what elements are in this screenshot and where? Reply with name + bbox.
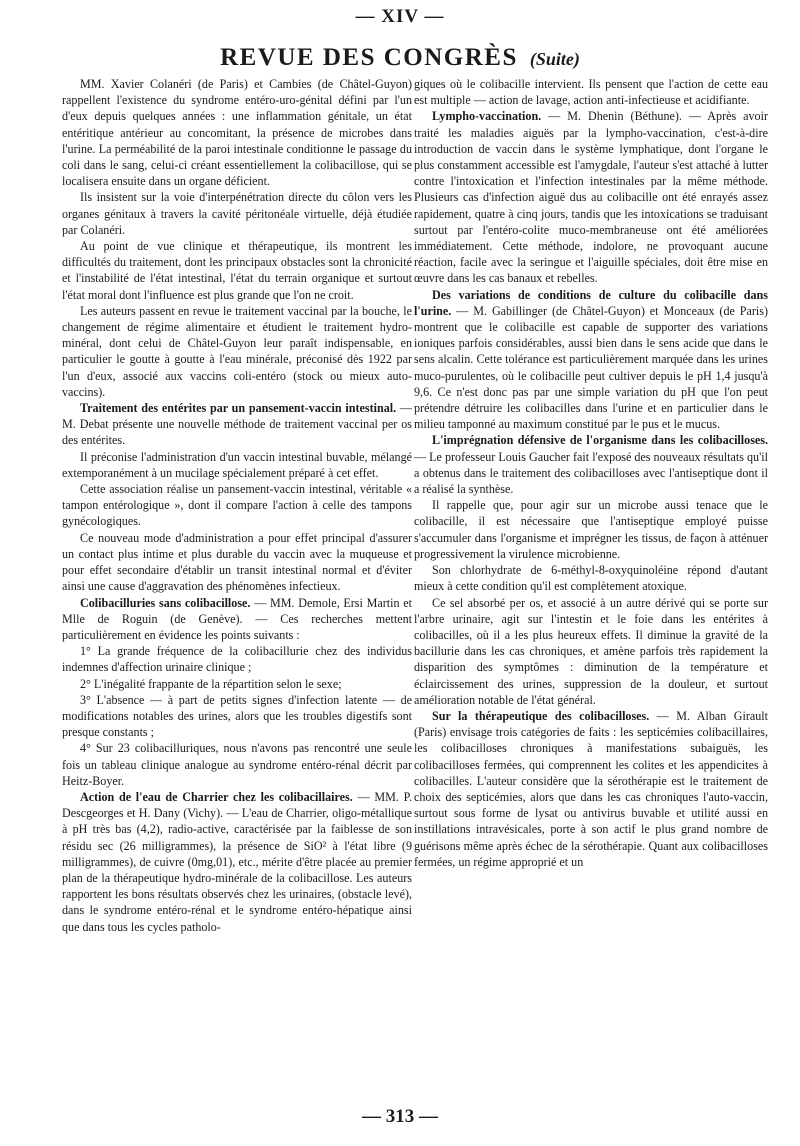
list-item: 2° L'inégalité frappante de la répartition selon le sexe; [80,676,342,691]
paragraph: MM. Xavier Colanéri (de Paris) et Cambies (de Châtel-Guyon) rappellent l'existence du syndrome entéro-uro-génital défini par l'un d'eux depuis quelques années : une inflammation génitale, un état entéritique antérieur au concomitant, la présence de microbes dans l'urine. La perméabilité de la paroi intestinale conditionne le passage du coli dans le sang, celui-ci créant essentiellement la colibacillose, qui se localisera ensuite dans un organe déficient. [62,77,412,189]
section-paragraph [62,400,412,449]
section-text: — M. Dhenin (Béthune). — Après avoir traité les maladies aiguës par la lympho-vaccination, c'est-à-dire introduction de vaccin dans le système lymphatique, dont l'organe le plus constamment accessible est l'amygdale, l'auteur s'est attaché à lutter contre l'intoxication et l'infection intestinales par la même méthode. Plusieurs cas d'infection aiguë dus au colibacille ont été enrayés assez rapidement, quatre à cinq jours, tandis que les intoxications se traduisant surtout par l'entéro-colite muco-membraneuse ont été améliorées immédiatement. Cette méthode, indolore, ne provoquant aucune réaction, facile avec la seringue et l'aiguille spéciales, doit être mise en œuvre dans les cas banaux et rebelles. [414,109,768,286]
section-paragraph [414,708,768,870]
paragraph: Son chlorhydrate de 6-méthyl-8-oxyquinoléine répond d'autant mieux à cette condition qu'il est complètement atoxique. [414,563,768,594]
section-text: — M. Debat présente une nouvelle méthode de traitement vaccinal per os des entérites. [62,401,412,448]
section-paragraph [414,287,768,433]
paragraph: Au point de vue clinique et thérapeutique, ils montrent les difficultés du traitement, dont les principaux obstacles sont la chronicité et l'instabilité de l'état intestinal, l'état du terrain organique et surtout l'état moral dont l'influence est plus grande que l'on ne croit. [62,239,412,302]
section-paragraph [414,108,768,286]
roman-page-number: — XIV — [355,6,445,27]
paragraph: Les auteurs passent en revue le traitement vaccinal par la bouche, le changement de régime alimentaire et étudient le traitement hydro-minéral, dont celui de Châtel-Guyon leur paraît indispensable, en particulier le goutte à goutte à l'eau minérale, préconisé dès 1922 par l'un d'eux, associé aux vaccins coli-entéro (stock ou mieux auto-vaccins). [62,303,412,399]
section-paragraph [62,595,412,644]
list-item: 1° La grande fréquence de la colibacillurie chez des individus indemnes d'affection urinaire clinique ; [62,644,412,675]
section-heading: Traitement des entérites par un pansement-vaccin intestinal. [80,401,397,416]
section-paragraph [414,432,768,497]
title-suite: (Suite) [529,49,580,69]
section-heading: Des variations de conditions de culture du colibacille dans l'urine. [414,287,768,318]
paragraph: Il préconise l'administration d'un vaccin intestinal buvable, mélangé extemporanément à un mucilage spécialement préparé à cet effet. [62,449,412,480]
section-text: — MM. Demole, Ersi Martin et Mlle de Roguin (de Genève). — Ces recherches mettent particulièrement en évidence les points suivants : [62,595,412,642]
section-text: — M. Alban Girault (Paris) envisage trois catégories de faits : les septicémies colibacillaires, les colibacilloses chroniques à manifestations subaiguës, les colibacilloses fermées, qui comprennent les colites et les appendicites à colibacilles. L'auteur considère que la sérothérapie est le traitement de choix des septicémies, alors que dans les cas chroniques l'auto-vaccin, surtout sous forme de lysat ou antivirus buvable et utilité aussi en instillations intravésicales, porte à son actif le plus grand nombre de guérisons même après échec de la sérothérapie. Quant aux colibacilloses fermées, un régime approprié et un [414,708,768,869]
section-heading: Action de l'eau de Charrier chez les colibacillaires. [80,789,353,804]
section-heading: Colibacilluries sans colibacillose. [80,595,251,610]
section-heading: L'imprégnation défensive de l'organisme dans les colibacilloses. [432,433,768,448]
paragraph: Ce sel absorbé per os, et associé à un autre dérivé qui se porte sur l'arbre urinaire, agit sur l'intestin et le foie dans les entérites à colibacilles, où il a les plus heureux effets. Il diminue la gravité de la bacillurie dans les cas chroniques, et amène parfois très rapidement la disparition des symptômes : diminution de la température et éclaircissement des urines, suppression de la douleur, et surtout amélioration notable de l'état général. [414,595,768,707]
left-column [62,76,412,1090]
paragraph: Ce nouveau mode d'administration a pour effet principal d'assurer un contact plus intime et plus durable du vaccin avec la muqueuse et pour effet secondaire d'établir un transit intestinal normal et d'éviter ainsi une cause d'aggravation des phénomènes infectieux. [62,530,412,594]
paragraph: Ils insistent sur la voie d'interpénétration directe du côlon vers les organes génitaux à travers la cavité péritonéale virtuelle, déjà étudiée par Colanéri. [62,190,412,237]
section-text: — M. Gabillinger (de Châtel-Guyon) et Monceaux (de Paris) montrent que le colibacille est capable de supporter des variations ioniques parfois considérables, aussi bien dans le sens acide que dans le sens alcalin. Cette tolérance est particulièrement marquée dans les urines muco-purulentes, où le colibacille peut cultiver depuis le pH 1,4 jusqu'à 9,6. Ce n'est donc pas par une simple variation du pH que l'on peut prétendre détruire les colibacilles dans l'urine et en particulier dans le milieu tamponné au maximum constitué par le pus et le mucus. [414,303,768,432]
paragraph-continuation: giques où le colibacille intervient. Ils pensent que l'action de cette eau est multiple — action de lavage, action anti-infectieuse et acidifiante. [414,77,768,108]
section-heading: Lympho-vaccination. [432,109,542,124]
paragraph: Cette association réalise un pansement-vaccin intestinal, véritable « tampon entérologique », dont il compare l'action à celle des tampons gynécologiques. [62,482,412,529]
right-column [414,76,768,1090]
section-heading: Sur la thérapeutique des colibacilloses. [432,708,650,723]
list-item: 3° L'absence — à part de petits signes d'infection latente — de modifications notables des urines, alors que les troubles digestifs sont presque constants ; [62,692,412,740]
page-number: — 313 — [362,1106,438,1127]
list-item: 4° Sur 23 colibacilluriques, nous n'avons pas rencontré une seule fois un tableau clinique analogue au syndrome entéro-rénal décrit par Heitz-Boyer. [62,741,412,788]
section-text: — Le professeur Louis Gaucher fait l'exposé des nouveaux résultats qu'il a obtenus dans le traitement des colibacilloses avec l'antiseptique dont il a réalisé la synthèse. [414,449,768,497]
title-main: REVUE DES CONGRÈS [220,44,518,71]
section-text: — MM. P. Descgeorges et H. Dany (Vichy). — L'eau de Charrier, oligo-métallique à pH très bas (4,2), radio-active, caractérisée par la faiblesse de son résidu sec (26 milligrammes), la présence de SiO² à l'état libre (9 milligrammes), de cuivre (0mg,01), etc., mérite d'être placée au premier plan de la thérapeutique hydro-minérale de la colibacillose. Les auteurs rapportent les bons résultats observés chez les urinaires, (obstacle levé), dans le syndrome entéro-rénal et le syndrome entéro-hépatique ainsi que dans tous les cycles patholo- [62,789,412,934]
page-title [0,44,800,72]
paragraph: Il rappelle que, pour agir sur un microbe aussi tenace que le colibacille, il est nécessaire que l'antiseptique employé puisse s'accumuler dans l'organisme et imprégner les tissus, de façon à atténuer progressivement la virulence microbienne. [414,498,768,561]
section-paragraph [62,789,412,935]
